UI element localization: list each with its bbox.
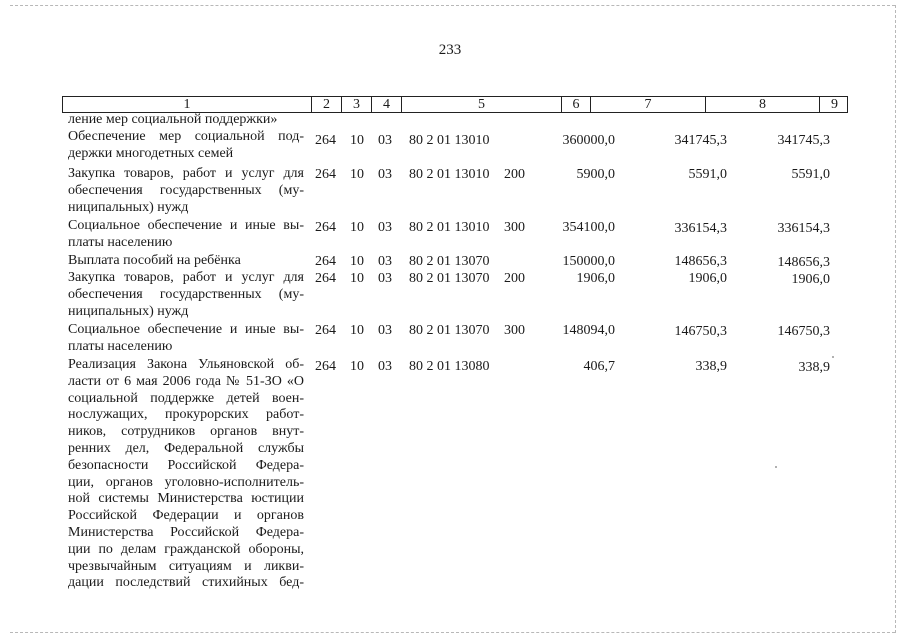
header-col-2: 2 [311,97,341,112]
cell-target-article: 80 2 01 13010 [409,167,490,182]
cell-section-code: 10 [350,254,364,269]
description-line: социальной поддержке детей воен- [68,390,304,406]
description-line: ниципальных) нужд [68,303,189,319]
table-row-description [68,322,304,356]
table-row-description [68,270,304,320]
cell-amount-col9: 148656,3 [777,255,830,270]
cell-amount-col9: 338,9 [798,360,830,375]
scan-speck [775,466,777,468]
description-line: ции по делам гражданской обороны, [68,541,304,557]
description-line: платы населению [68,338,173,354]
cell-subsection-code: 03 [378,220,392,235]
cell-target-article: 80 2 01 13010 [409,220,490,235]
header-col-5: 5 [401,97,561,112]
description-line: Социальное обеспечение и иные вы- [68,218,304,233]
cell-amount-col7: 148094,0 [562,323,615,338]
header-col-1: 1 [183,97,191,112]
description-line: Министерства Российской Федера- [68,524,304,540]
table-row-description [68,218,304,252]
description-line: обеспечения государственных (му- [68,286,304,302]
table-header-row [62,96,848,113]
cell-subsection-code: 03 [378,271,392,286]
cell-amount-col8: 336154,3 [674,221,727,236]
cell-amount-col8: 338,9 [695,359,727,374]
cell-ministry-code: 264 [315,323,336,338]
cell-expense-type: 300 [504,323,525,338]
scan-border-top [10,5,895,6]
description-line: Российской Федерации и органов [68,508,304,524]
cell-amount-col7: 354100,0 [562,220,615,235]
cell-ministry-code: 264 [315,271,336,286]
header-col-3: 3 [341,97,371,112]
cell-ministry-code: 264 [315,254,336,269]
description-line: обеспечения государственных (му- [68,182,304,198]
header-col-8: 8 [705,97,819,112]
table-row-description [68,357,304,592]
description-line: Закупка товаров, работ и услуг для [68,166,304,181]
cell-ministry-code: 264 [315,359,336,374]
cell-ministry-code: 264 [315,133,336,148]
table-row-description [68,166,304,216]
page-number: 233 [438,42,462,58]
cell-section-code: 10 [350,359,364,374]
table-row-description [68,253,304,270]
scan-speck [832,356,834,358]
description-line: Закупка товаров, работ и услуг для [68,270,304,285]
continuation-line: ление мер социальной поддержки» [68,112,278,127]
description-line: ной системы Министерства юстиции [68,491,304,507]
header-col-9: 9 [819,97,849,112]
scan-border-right [895,5,896,633]
header-col-6: 6 [561,97,590,112]
cell-amount-col9: 1906,0 [791,272,830,287]
cell-ministry-code: 264 [315,220,336,235]
cell-target-article: 80 2 01 13070 [409,254,490,269]
cell-expense-type: 200 [504,271,525,286]
table-row-description [68,129,304,163]
cell-expense-type: 200 [504,167,525,182]
cell-amount-col7: 1906,0 [576,271,615,286]
description-line: Социальное обеспечение и иные вы- [68,322,304,337]
cell-amount-col7: 150000,0 [562,254,615,269]
description-line: нослужащих, прокурорских работ- [68,407,304,423]
cell-amount-col8: 146750,3 [674,324,727,339]
description-line: ренних дел, Федеральной службы [68,440,304,456]
header-col-4: 4 [371,97,401,112]
cell-section-code: 10 [350,220,364,235]
cell-amount-col9: 5591,0 [791,167,830,182]
cell-amount-col9: 146750,3 [777,324,830,339]
cell-target-article: 80 2 01 13070 [409,323,490,338]
cell-section-code: 10 [350,323,364,338]
cell-subsection-code: 03 [378,323,392,338]
description-line: Реализация Закона Ульяновской об- [68,357,304,372]
description-line: Обеспечение мер социальной под- [68,129,304,144]
cell-subsection-code: 03 [378,167,392,182]
description-line: платы населению [68,234,173,250]
scan-border-bottom [10,632,895,633]
cell-section-code: 10 [350,167,364,182]
cell-amount-col7: 5900,0 [576,167,615,182]
description-line: ции, органов уголовно-исполнитель- [68,474,304,490]
cell-amount-col7: 360000,0 [562,133,615,148]
cell-amount-col9: 341745,3 [777,133,830,148]
cell-amount-col8: 5591,0 [688,167,727,182]
description-line: Выплата пособий на ребёнка [68,253,241,268]
cell-subsection-code: 03 [378,359,392,374]
description-line: ников, сотрудников органов внут- [68,424,304,440]
description-line: дации последствий стихийных бед- [68,575,304,591]
cell-amount-col9: 336154,3 [777,221,830,236]
cell-amount-col7: 406,7 [583,359,615,374]
cell-amount-col8: 341745,3 [674,133,727,148]
header-col-7: 7 [590,97,705,112]
description-line: ниципальных) нужд [68,199,189,215]
description-line: безопасности Российской Федера- [68,457,304,473]
cell-subsection-code: 03 [378,254,392,269]
cell-target-article: 80 2 01 13070 [409,271,490,286]
cell-amount-col8: 1906,0 [688,271,727,286]
cell-target-article: 80 2 01 13010 [409,133,490,148]
cell-ministry-code: 264 [315,167,336,182]
description-line: ласти от 6 мая 2006 года № 51-ЗО «О [68,373,304,389]
cell-section-code: 10 [350,271,364,286]
cell-target-article: 80 2 01 13080 [409,359,490,374]
cell-amount-col8: 148656,3 [674,254,727,269]
cell-section-code: 10 [350,133,364,148]
description-line: держки многодетных семей [68,145,234,161]
description-line: чрезвычайным ситуациям и ликви- [68,558,304,574]
cell-expense-type: 300 [504,220,525,235]
cell-subsection-code: 03 [378,133,392,148]
